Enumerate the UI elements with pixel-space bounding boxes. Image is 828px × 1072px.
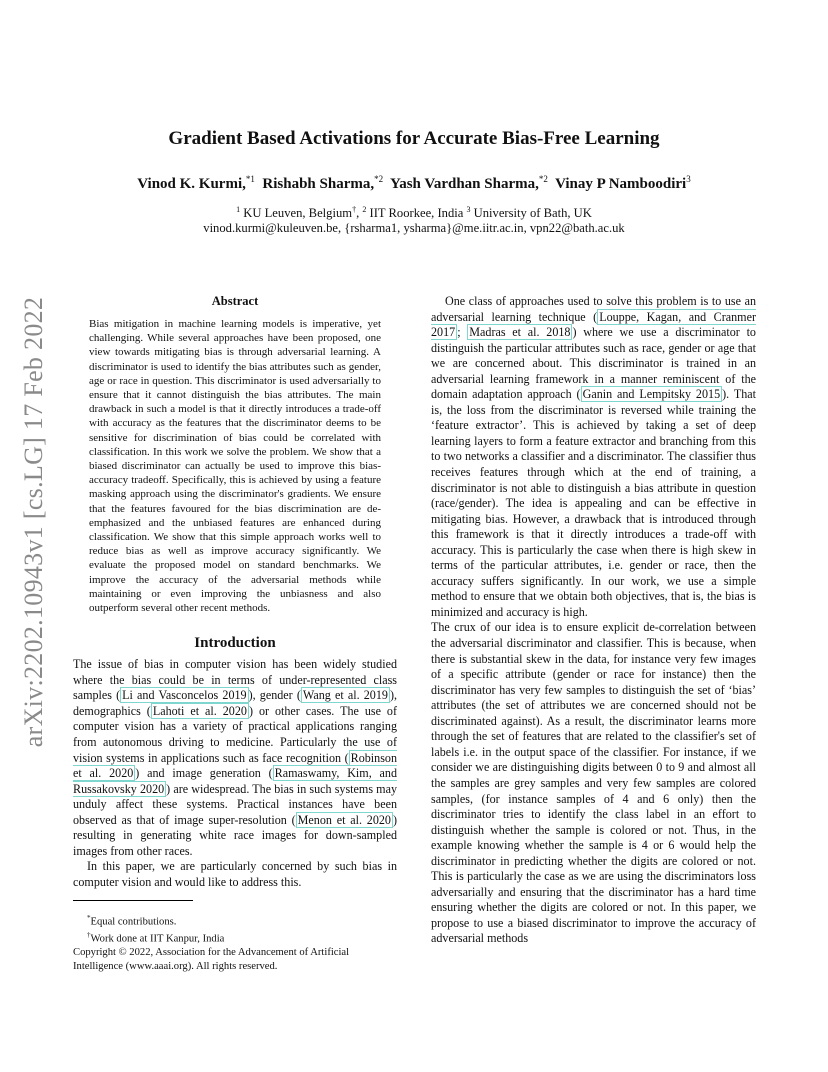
abstract-heading: Abstract [211,294,259,308]
citation-link[interactable]: Madras et al. 2018 [469,325,571,340]
intro-paragraph: In this paper, we are particularly concerned by such bias in computer vision and would like to address this. [73,859,397,889]
author-emails: vinod.kurmi@kuleuven.be, {rsharma1, ysharma}@me.iitr.ac.in, vpn22@bath.ac.uk [203,221,625,236]
citation-link[interactable]: Ramaswamy, Kim, and Russakovsky 2020 [73,766,397,796]
author-name: Vinay P Namboodiri [555,176,687,192]
author-name: Vinod K. Kurmi, [137,176,246,192]
citation-link[interactable]: Lahoti et al. 2020 [152,703,247,718]
left-column [73,294,397,973]
footnote-rule [73,900,193,901]
citation-link[interactable]: Li and Vasconcelos 2019 [122,688,247,703]
body-paragraph: One class of approaches used to solve this problem is to use an adversarial learning technique ( Louppe, Kagan, and Cranmer 2017 ; Madras et al. 2018 ) where we use a discriminator to distinguish the particular attributes such as race, gender or age that we are concerned about. This discriminator is trained in an adversarial learning framework in a manner reminiscent of the domain adaptation approach ( Ganin and Lempitsky 2015 ). That is, the loss from the discriminator is reversed while training the ‘feature extractor’. This is achieved by taking a set of deep learning layers to form a feature extractor and branching from this to two networks a classifier and a discriminator. The classifier thus receives features through which at the end of training, a discriminator is not able to distinguish a bias attribute in question (race/gender). The idea is appealing and can be effective in mitigating bias. However, a drawback that is introduced through this framework is that it directly introduces a trade-off with accuracy. This is particularly the case when there is high skew in terms of the particular attributes, i.e. gender or race, then the accuracy suffers significantly. In our work, we use a simple method to ensure that we obtain both objectives, that is, the bias is minimized and accuracy is high. [431,294,756,619]
citation-link[interactable]: Louppe, Kagan, and Cranmer 2017 [431,309,756,340]
author-affil-marker: *2 [374,174,384,184]
affiliations [0,202,828,236]
author-affil-marker: *2 [538,174,548,184]
author-affil-marker: *1 [245,174,255,184]
body-paragraph: The crux of our idea is to ensure explicit de-correlation between the adversarial discriminator and classifier. This is because, when there is substantial skew in the data, for instance very few images of a specific attribute (gender or race for instance) then the discriminator has very few samples to distinguish the set of ‘bias’ attributes (the set of attributes we are concerned should not be discriminated against). As a result, the discriminator learns more through the set of features that are related to the classifier's set of labels i.e. in the output space of the classifier. For instance, if we consider we are distinguishing digits between 0 to 9 and almost all the samples are grey samples and very few samples are colored samples, (for instance samples of 4 and 6 only) then the discriminator tries to identify the class label in an effort to distinguish whether the sample is colored or not. Thus, in the example knowing whether the sample is 4 or 6 would help the discriminator in predicting whether the digits are colored or not. This is particularly the case as we are using the discriminators loss adversarially and ensuring that the discriminator has a hard time ensuring whether the digits are colored or not. In this paper, we propose to use a biased discriminator to improve the accuracy of adversarial methods [431,620,756,946]
footnote: †Work done at IIT Kanpur, India [87,931,225,945]
citation-link[interactable]: Robinson et al. 2020 [73,750,397,781]
citation-link[interactable]: Ganin and Lempitsky 2015 [582,387,721,402]
footnotes [73,912,397,973]
copyright-notice: Copyright © 2022, Association for the Advancement of Artificial Intelligence (www.aaai.org). All rights reserved. [73,947,350,972]
author-affil-marker: 3 [686,174,691,184]
author-name: Yash Vardhan Sharma, [390,176,539,192]
affiliation-line: $^1$ KU Leuven, Belgium†, $^2$ IIT Roorkee, India $^3$ University of Bath, UK [236,205,592,221]
footnote: *Equal contributions. [87,914,177,928]
right-column [431,294,756,947]
citation-link[interactable]: Wang et al. 2019 [302,688,388,703]
intro-paragraph: The issue of bias in computer vision has been widely studied where the bias could be in terms of under-represented class samples ( Li and Vasconcelos 2019 ), gender ( Wang et al. 2019 ), demographics ( Lahoti et al. 2020 ) or other cases. The use of computer vision has a variety of practical applications ranging from autonomous driving to medicine. Particularly the use of vision systems in applications such as face recognition ( Robinson et al. 2020 ) and image generation ( Ramaswamy, Kim, and Russakovsky 2020 ) are widespread. The bias in such systems may unduly affect these systems. Practical instances have been observed as that of image super-resolution ( Menon et al. 2020 ) resulting in generating white race images for down-sampled images from other races. [73,657,398,858]
arxiv-identifier-stamp [8,282,60,762]
arxiv-id: arXiv:2202.10943v1 [cs.LG] 17 Feb 2022 [19,296,48,748]
author-list [0,174,828,193]
author-name: Rishabh Sharma, [262,176,375,192]
paper-title: Gradient Based Activations for Accurate Bias-Free Learning [168,128,660,149]
section-heading-introduction: Introduction [194,635,276,652]
citation-link[interactable]: Menon et al. 2020 [297,812,391,827]
abstract-text: Bias mitigation in machine learning models is imperative, yet challenging. While several approaches have been proposed, one view towards mitigating bias is through adversarial learning. A discriminator is used to identify the bias attributes such as gender, age or race in question. This discriminator is used adversarially to ensure that it cannot distinguish the bias attributes. The main drawback in such a model is that it directly introduces a trade-off with accuracy as the features that the discriminator deems to be sensitive for discrimination of bias could be correlated with classification. In this work we solve the problem. We show that a biased discriminator can actually be used to improve this bias-accuracy tradeoff. Specifically, this is achieved by using a feature masking approach using the discriminator's gradients. We ensure that the features favoured for the bias discrimination are de-emphasized and the unbiased features are enhanced during classification. We show that this simple approach works well to reduce bias as well as improve accuracy significantly. We evaluate the proposed model on standard benchmarks. We improve the accuracy of the adversarial methods while maintaining or even improving the unbiasness and also outperform several other recent methods. [89,318,381,615]
